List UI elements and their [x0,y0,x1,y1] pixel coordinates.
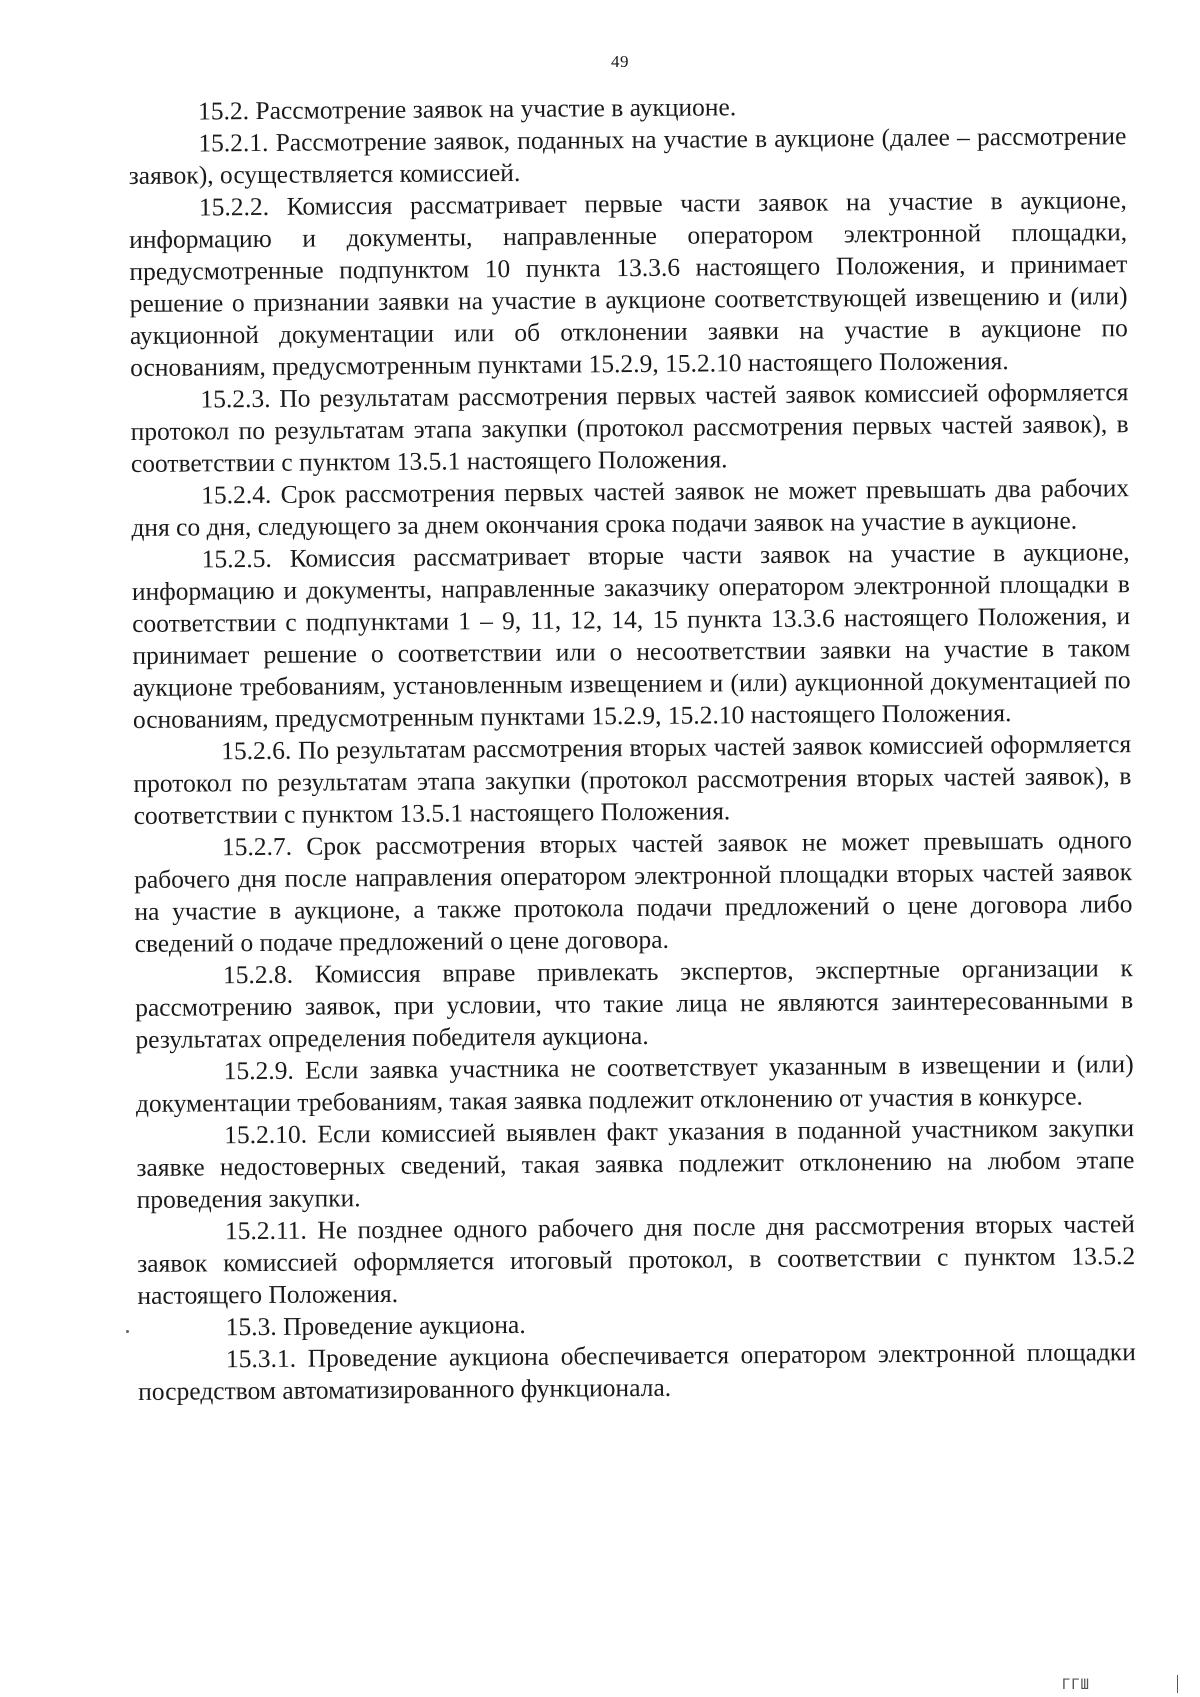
paragraph-15-2-3: 15.2.3. По результатам рассмотрения первых частей заявок комиссией оформляется протокол по результатам этапа закупки (протокол рассмотрения первых частей заявок), в соответствии с пунктом 13.5.1 настоящего Положения. [130,377,1129,478]
footer-scan-mark: ГГШ [1061,1677,1090,1693]
paragraph-15-2-11: 15.2.11. Не позднее одного рабочего дня после дня рассмотрения вторых частей заявок комиссией оформляется итоговый протокол, в соответствии с пунктом 13.5.2 настоящего Положения. [137,1209,1136,1310]
paragraph-15-2-4: 15.2.4. Срок рассмотрения первых частей заявок не может превышать два рабочих дня со дня, следующего за днем окончания срока подачи заявок на участие в аукционе. [131,473,1130,542]
paragraph-15-2: 15.2. Рассмотрение заявок на участие в аукционе. [198,92,737,126]
paragraph-15-2-2: 15.2.2. Комиссия рассматривает первые части заявок на участие в аукционе, информацию и документы, направленные оператором электронной площадки, предусмотренные подпунктом 10 пункта 13.3.6 настоящего Положения, и принимает решение о признании заявки на участие в аукционе соответствующей извещению и (или) аукционной документации или об отклонении заявки на участие в аукционе по основаниям, предусмотренным пунктами 15.2.9, 15.2.10 настоящего Положения. [129,185,1128,382]
document-body [128,88,1136,1408]
paragraph-15-3: 15.3. Проведение аукциона. [225,1309,526,1342]
paragraph-15-2-7: 15.2.7. Срок рассмотрения вторых частей заявок не может превышать одного рабочего дня после направления оператором электронной площадки вторых частей заявок на участие в аукционе, а также протокола подачи предложений о цене договора либо сведений о подаче предложений о цене договора. [134,825,1133,958]
footer-scan-tick [1177,1675,1178,1693]
page-number: 49 [611,52,629,71]
paragraph-15-3-1: 15.3.1. Проведение аукциона обеспечивается оператором электронной площадки посредством автоматизированного функционала. [138,1337,1137,1406]
scan-speck [126,1330,129,1333]
paragraph-15-2-10: 15.2.10. Если комиссией выявлен факт указания в поданной участником закупки заявке недостоверных сведений, такая заявка подлежит отклонению на любом этапе проведения закупки. [136,1113,1135,1214]
paragraph-15-2-8: 15.2.8. Комиссия вправе привлекать экспертов, экспертные организации к рассмотрению заявок, при условии, что такие лица не являются заинтересованными в результатах определения победителя аукциона. [135,953,1134,1054]
paragraph-15-2-6: 15.2.6. По результатам рассмотрения вторых частей заявок комиссией оформляется протокол по результатам этапа закупки (протокол рассмотрения вторых частей заявок), в соответствии с пунктом 13.5.1 настоящего Положения. [133,729,1132,830]
paragraph-15-2-5: 15.2.5. Комиссия рассматривает вторые части заявок на участие в аукционе, информацию и документы, направленные заказчику оператором электронной площадки в соответствии с подпунктами 1 – 9, 11, 12, 14, 15 пункта 13.3.6 настоящего Положения, и принимает решение о соответствии или о несоответствии заявки на участие в таком аукционе требованиям, установленным извещением и (или) аукционной документацией по основаниям, предусмотренным пунктами 15.2.9, 15.2.10 настоящего Положения. [131,537,1131,734]
paragraph-15-2-1: 15.2.1. Рассмотрение заявок, поданных на участие в аукционе (далее – рассмотрение заявок), осуществляется комиссией. [128,121,1127,190]
paragraph-15-2-9: 15.2.9. Если заявка участника не соответствует указанным в извещении и (или) документации требованиям, такая заявка подлежит отклонению от участия в конкурсе. [135,1049,1134,1118]
